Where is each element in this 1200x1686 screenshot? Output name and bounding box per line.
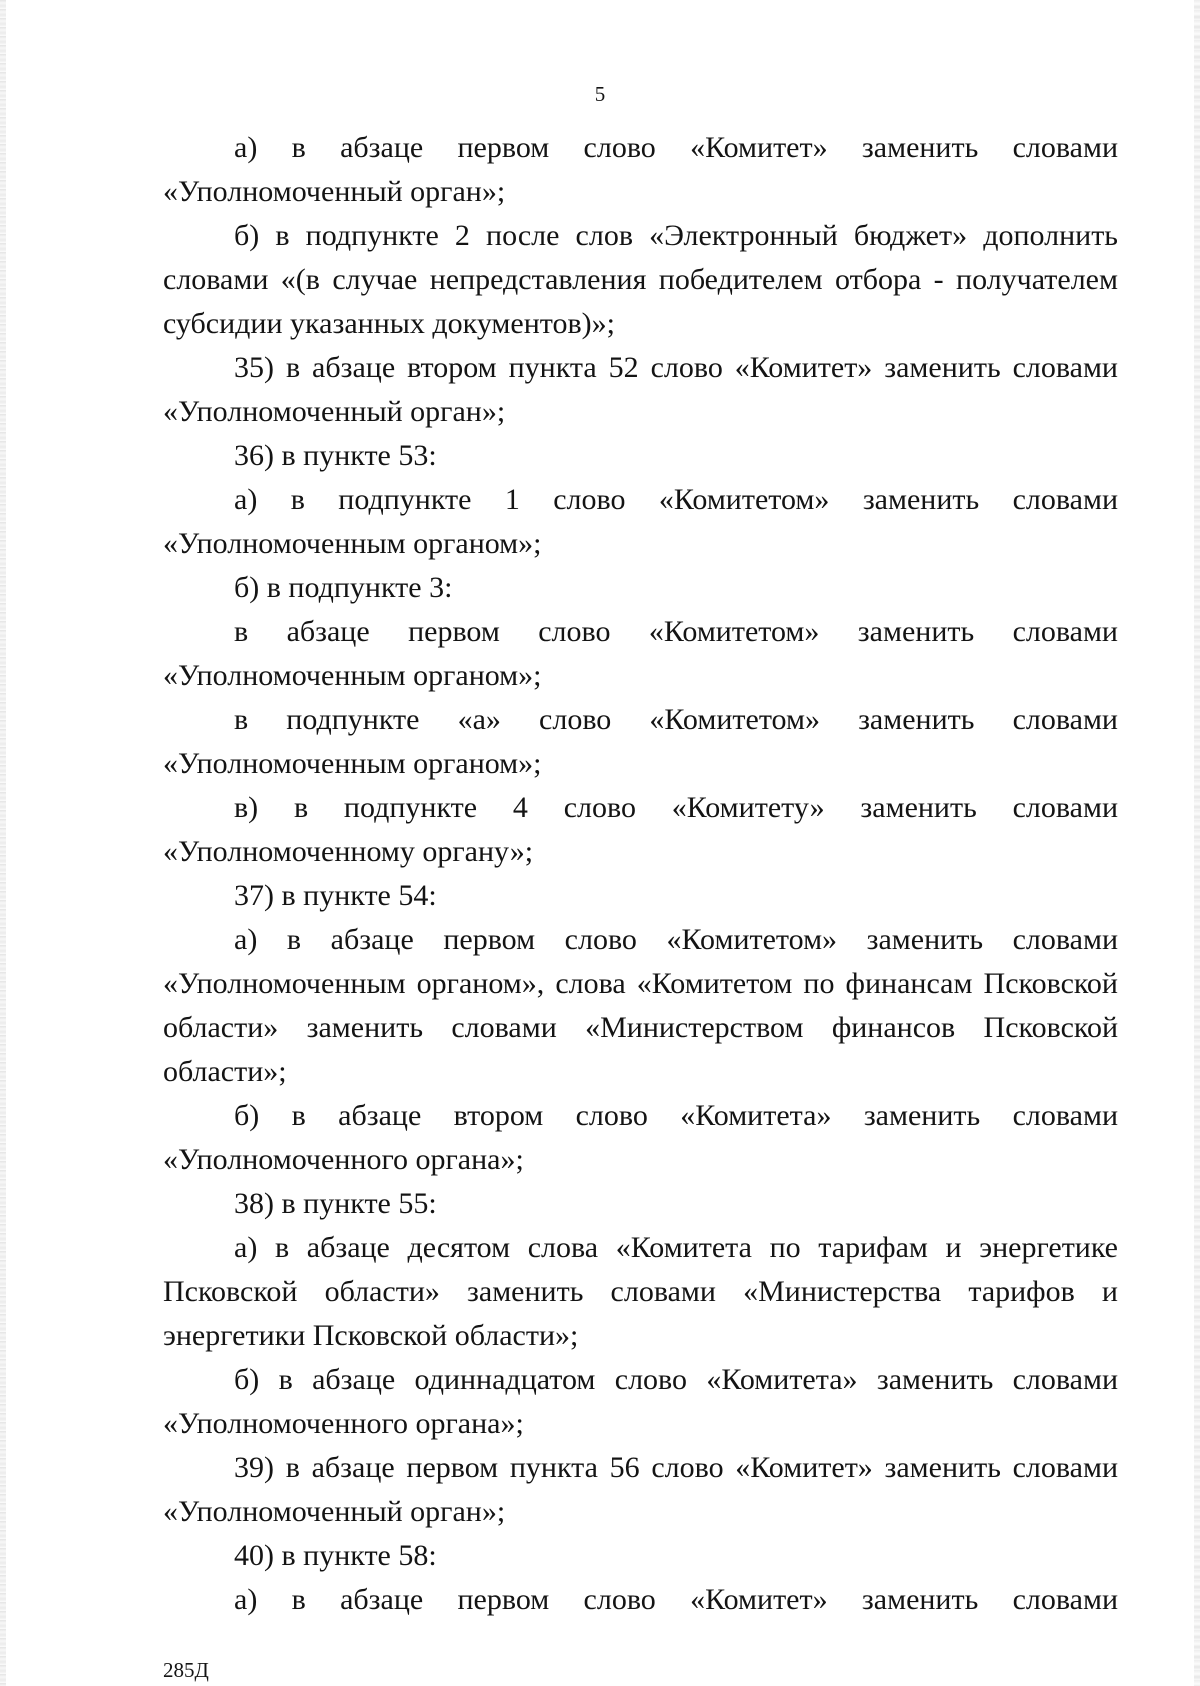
paragraph: 36) в пункте 53: [234, 439, 437, 472]
paragraph: а) в абзаце десятом слова «Комитета по тарифам и энергетике Псковской области» заменить словами «Министерства тарифов и энергетики Псковской области»; [163, 1231, 1118, 1352]
page-number: 5 [594, 82, 606, 106]
paragraph: 37) в пункте 54: [234, 879, 437, 912]
paragraph: в абзаце первом слово «Комитетом» заменить словами «Уполномоченным органом»; [163, 615, 1118, 692]
paragraph: в подпункте «а» слово «Комитетом» заменить словами «Уполномоченным органом»; [163, 703, 1118, 780]
paragraph: б) в подпункте 3: [234, 571, 453, 604]
scan-edge-right [1194, 0, 1200, 1686]
paragraph: 38) в пункте 55: [234, 1187, 437, 1220]
paragraph: 39) в абзаце первом пункта 56 слово «Комитет» заменить словами «Уполномоченный орган»; [163, 1451, 1118, 1528]
paragraph: а) в абзаце первом слово «Комитет» заменить словами [234, 1583, 1118, 1616]
paragraph: а) в подпункте 1 слово «Комитетом» заменить словами «Уполномоченным органом»; [163, 483, 1118, 560]
paragraph: в) в подпункте 4 слово «Комитету» заменить словами «Уполномоченному органу»; [163, 791, 1118, 868]
paragraph: б) в абзаце втором слово «Комитета» заменить словами «Уполномоченного органа»; [163, 1099, 1118, 1176]
paragraph: 40) в пункте 58: [234, 1539, 437, 1572]
paragraph: а) в абзаце первом слово «Комитетом» заменить словами «Уполномоченным органом», слова «Комитетом по финансам Псковской области» заменить словами «Министерством финансов Псковской области»; [163, 923, 1118, 1088]
paragraph: б) в абзаце одиннадцатом слово «Комитета» заменить словами «Уполномоченного органа»; [163, 1363, 1118, 1440]
paragraph: а) в абзаце первом слово «Комитет» заменить словами «Уполномоченный орган»; [163, 131, 1118, 208]
paragraph: 35) в абзаце втором пункта 52 слово «Комитет» заменить словами «Уполномоченный орган»; [163, 351, 1118, 428]
document-code: 285Д [163, 1658, 209, 1682]
paragraph: б) в подпункте 2 после слов «Электронный бюджет» дополнить словами «(в случае непредставления победителем отбора - получателем субсидии указанных документов)»; [163, 219, 1118, 340]
scan-edge-left [0, 0, 6, 1686]
document-body [163, 126, 1118, 1622]
